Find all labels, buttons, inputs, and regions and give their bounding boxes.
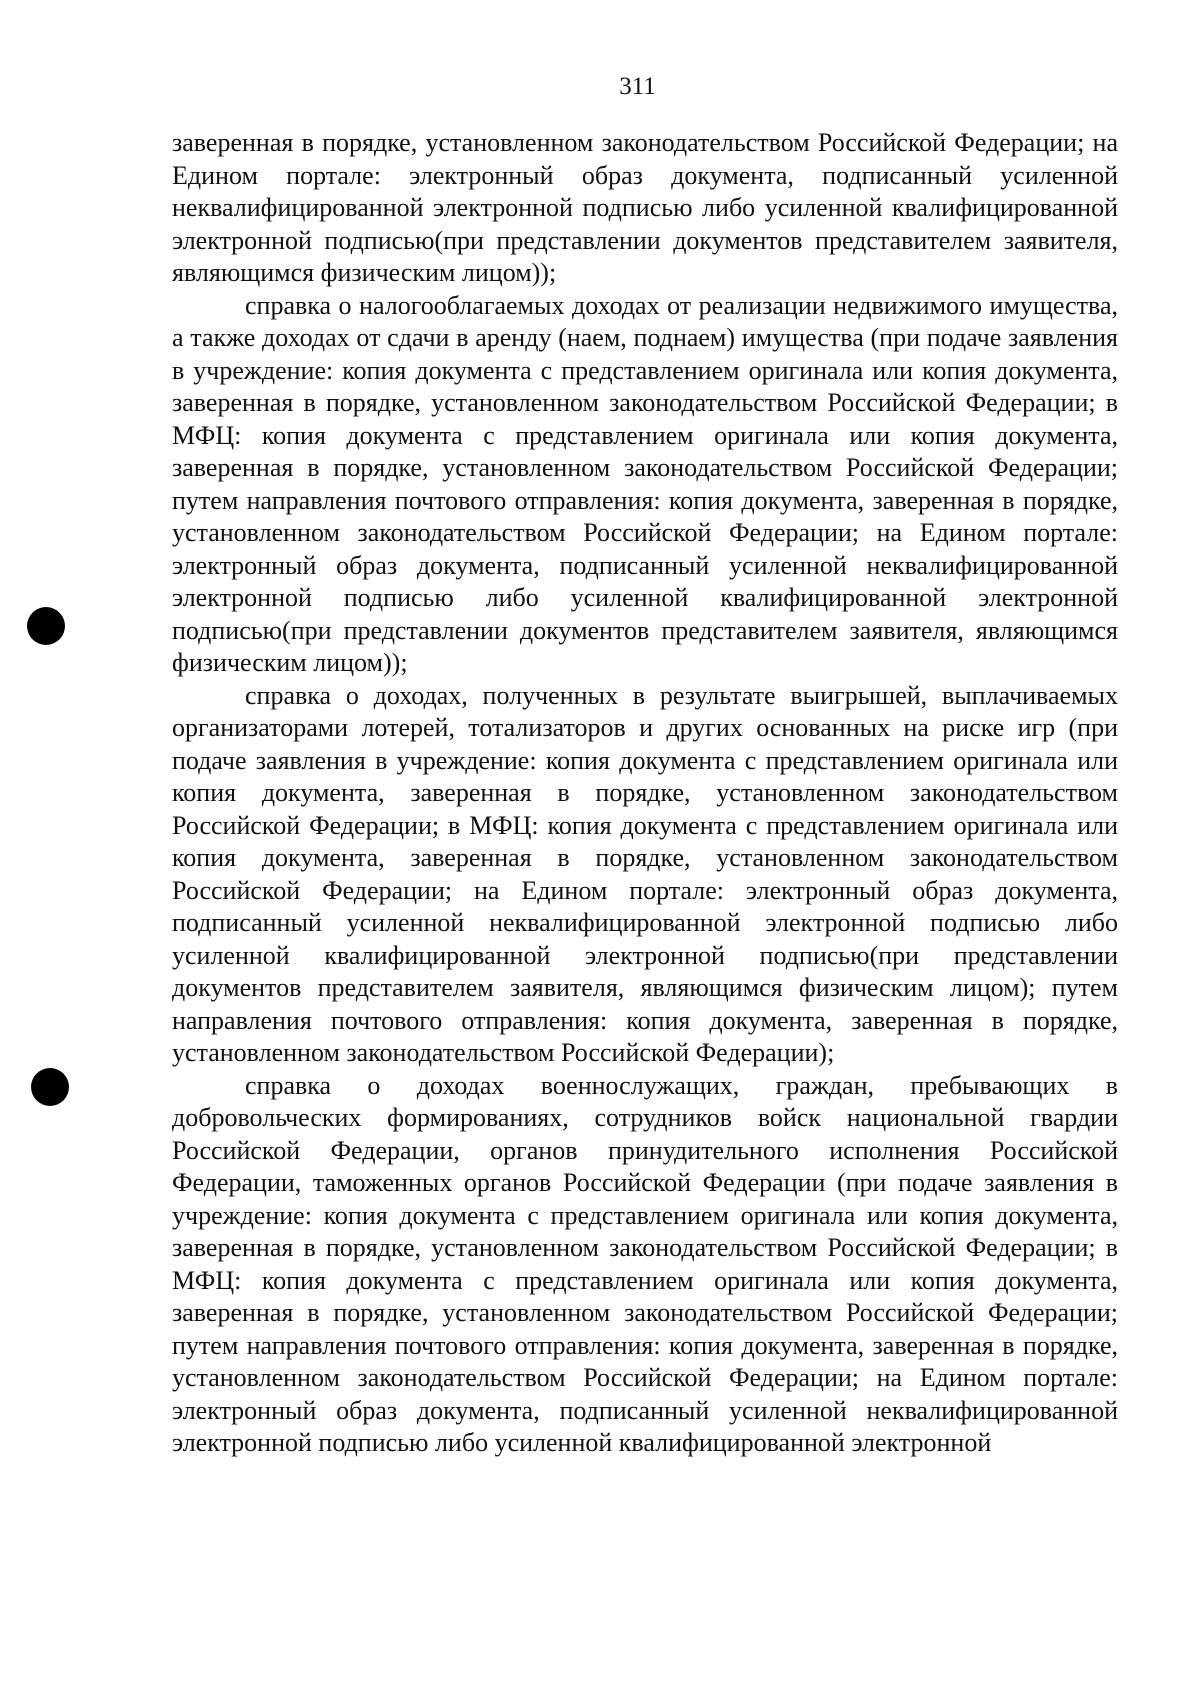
paragraph-real-estate-income: справка о налогооблагаемых доходах от реализации недвижимого имущества, а также доходах от сдачи в аренду (наем, поднаем) имущества (при подаче заявления в учреждение: копия документа с представлением оригинала или копия документа, заверенная в порядке, установленном законодательством Российской Федерации; в МФЦ: копия документа с представлением оригинала или копия документа, заверенная в порядке, установленном законодательством Российской Федерации; путем направления почтового отправления: копия документа, заверенная в порядке, установленном законодательством Российской Федерации; на Едином портале: электронный образ документа, подписанный усиленной неквалифицированной электронной подписью либо усиленной квалифицированной электронной подписью(при представлении документов представителем заявителя, являющимся физическим лицом)); bbox=[172, 290, 1118, 677]
punch-hole bbox=[31, 1068, 69, 1106]
page-number: 311 bbox=[619, 73, 656, 100]
document-body bbox=[172, 127, 1118, 1460]
punch-hole bbox=[27, 607, 65, 645]
paragraph-lottery-income: справка о доходах, полученных в результате выигрышей, выплачиваемых организаторами лотерей, тотализаторов и других основанных на риске игр (при подаче заявления в учреждение: копия документа с представлением оригинала или копия документа, заверенная в порядке, установленном законодательством Российской Федерации; в МФЦ: копия документа с представлением оригинала или копия документа, заверенная в порядке, установленном законодательством Российской Федерации; на Едином портале: электронный образ документа, подписанный усиленной неквалифицированной электронной подписью либо усиленной квалифицированной электронной подписью(при представлении документов представителем заявителя, являющимся физическим лицом); путем направления почтового отправления: копия документа, заверенная в порядке, установленном законодательством Российской Федерации); bbox=[172, 680, 1118, 1067]
paragraph-military-income: справка о доходах военнослужащих, граждан, пребывающих в добровольческих формированиях, сотрудников войск национальной гвардии Российской Федерации, органов принудительного исполнения Российской Федерации, таможенных органов Российской Федерации (при подаче заявления в учреждение: копия документа с представлением оригинала или копия документа, заверенная в порядке, установленном законодательством Российской Федерации; в МФЦ: копия документа с представлением оригинала или копия документа, заверенная в порядке, установленном законодательством Российской Федерации; путем направления почтового отправления: копия документа, заверенная в порядке, установленном законодательством Российской Федерации; на Едином портале: электронный образ документа, подписанный усиленной неквалифицированной электронной подписью либо усиленной квалифицированной электронной bbox=[172, 1070, 1118, 1457]
paragraph-continuation: заверенная в порядке, установленном законодательством Российской Федерации; на Едином портале: электронный образ документа, подписанный усиленной неквалифицированной электронной подписью либо усиленной квалифицированной электронной подписью(при представлении документов представителем заявителя, являющимся физическим лицом)); bbox=[172, 128, 1118, 287]
